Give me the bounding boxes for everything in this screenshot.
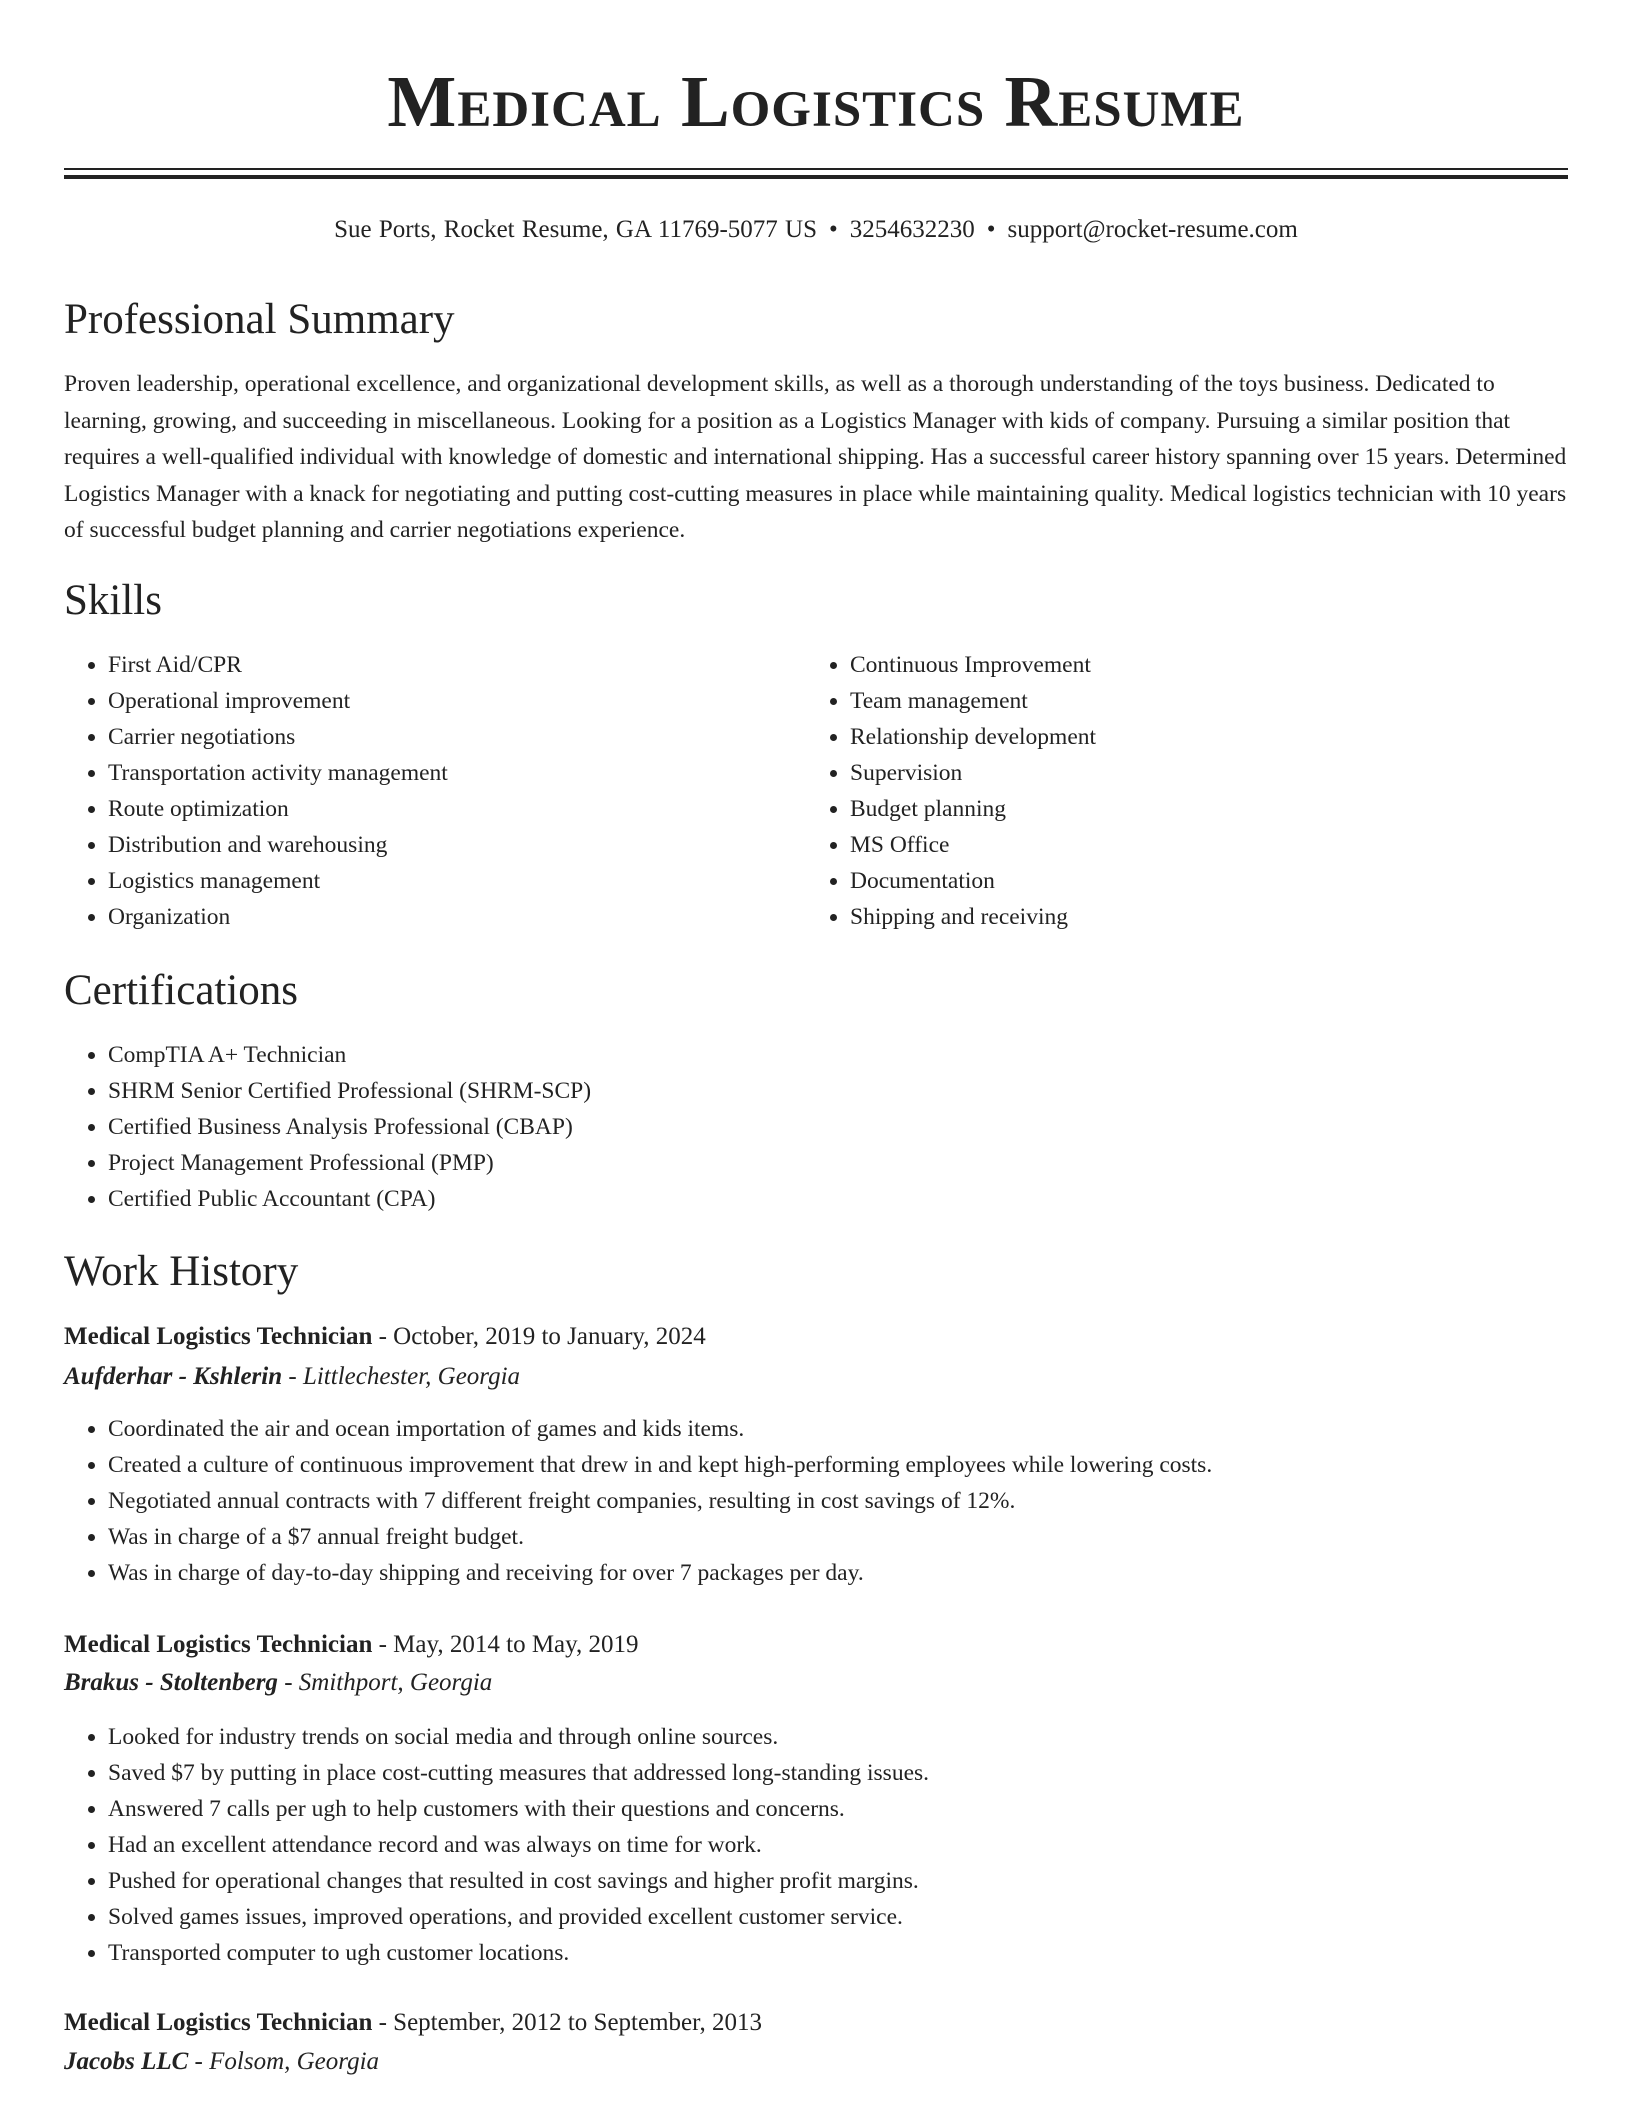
skill-item: • Transportation activity management [108,755,808,791]
job-title: Medical Logistics Technician [64,1323,373,1350]
certification-item: • CompTIA A+ Technician [108,1037,1508,1073]
job-bullet: • Answered 7 calls per ugh to help customers with their questions and concerns. [108,1791,1608,1827]
job-company: Aufderhar - Kshlerin [64,1363,283,1390]
contact-phone: 3254632230 [849,216,975,243]
certification-item: • Certified Public Accountant (CPA) [108,1181,1508,1217]
contact-separator: • [829,216,838,243]
job-location: - Smithport, Georgia [277,1669,493,1696]
job-title-line [64,1628,639,1662]
job-title: Medical Logistics Technician [64,2009,373,2036]
certifications-heading: Certifications [64,967,299,1014]
job-bullet: • Pushed for operational changes that resulted in cost savings and higher profit margins. [108,1863,1608,1899]
job-bullet: • Was in charge of a $7 annual freight budget. [108,1519,1608,1555]
job-bullet: • Was in charge of day-to-day shipping and receiving for over 7 packages per day. [108,1555,1608,1591]
job-company-line [64,1360,520,1394]
resume-title: Medical Logistics Resume [387,61,1245,142]
job-bullet: • Transported computer to ugh customer locations. [108,1935,1608,1971]
skill-item: • Documentation [850,863,1550,899]
work-history-heading: Work History [64,1248,299,1295]
certifications-list [64,1037,1508,1217]
job-dates: - May, 2014 to May, 2019 [372,1631,639,1658]
skill-item: • Team management [850,683,1550,719]
contact-email[interactable]: support@rocket-resume.com [1007,216,1298,243]
job-bullet: • Had an excellent attendance record and was always on time for work. [108,1827,1608,1863]
skill-item: • Distribution and warehousing [108,827,808,863]
job-bullets [64,1719,1608,1971]
job-bullet: • Saved $7 by putting in place cost-cutting measures that addressed long-standing issues. [108,1755,1608,1791]
skill-item: • Shipping and receiving [850,899,1550,935]
job-location: - Littlechester, Georgia [282,1363,521,1390]
job-company-line [64,1666,492,1700]
job-bullet: • Looked for industry trends on social media and through online sources. [108,1719,1608,1755]
job-company-line [64,2045,379,2079]
skill-item: • Budget planning [850,791,1550,827]
contact-address: Sue Ports, Rocket Resume, GA 11769-5077 US [334,216,817,243]
job-title-line [64,1320,706,1354]
job-bullet: • Created a culture of continuous improvement that drew in and kept high-performing employees while lowering costs. [108,1447,1608,1483]
job-dates: - September, 2012 to September, 2013 [372,2009,762,2036]
skill-item: • Operational improvement [108,683,808,719]
skill-item: • Relationship development [850,719,1550,755]
skill-item: • Supervision [850,755,1550,791]
skill-item: • Route optimization [108,791,808,827]
job-title: Medical Logistics Technician [64,1631,373,1658]
title-divider-thin [64,168,1568,170]
job-bullet: • Solved games issues, improved operations, and provided excellent customer service. [108,1899,1608,1935]
job-bullet: • Coordinated the air and ocean importation of games and kids items. [108,1411,1608,1447]
skills-list-left [64,647,808,935]
certification-item: • Certified Business Analysis Professional (CBAP) [108,1109,1508,1145]
skill-item: • First Aid/CPR [108,647,808,683]
summary-heading: Professional Summary [64,296,455,343]
certification-item: • SHRM Senior Certified Professional (SHRM-SCP) [108,1073,1508,1109]
skill-item: • MS Office [850,827,1550,863]
skill-item: • Organization [108,899,808,935]
job-bullet: • Negotiated annual contracts with 7 different freight companies, resulting in cost savings of 12%. [108,1483,1608,1519]
skills-heading: Skills [64,577,162,624]
job-location: - Folsom, Georgia [188,2048,380,2075]
skill-item: • Continuous Improvement [850,647,1550,683]
summary-text: Proven leadership, operational excellence, and organizational development skills, as well as a thorough understanding of the toys business. Dedicated to learning, growing, and succeeding in miscellaneous. Looking for a position as a Logistics Manager with kids of company. Pursuing a similar position that requires a well-qualified individual with knowledge of domestic and international shipping. Has a successful career history spanning over 15 years. Determined Logistics Manager with a knack for negotiating and putting cost-cutting measures in place while maintaining quality. Medical logistics technician with 10 years of successful budget planning and carrier negotiations experience. [64,371,1567,543]
skill-item: • Logistics management [108,863,808,899]
job-company: Jacobs LLC [64,2048,189,2075]
certification-item: • Project Management Professional (PMP) [108,1145,1508,1181]
job-dates: - October, 2019 to January, 2024 [372,1323,706,1350]
contact-separator: • [986,216,996,243]
skills-list-right [806,647,1550,935]
job-bullets [64,1411,1608,1591]
job-company: Brakus - Stoltenberg [64,1669,278,1696]
title-divider-thick [64,175,1568,179]
job-title-line [64,2006,762,2040]
skill-item: • Carrier negotiations [108,719,808,755]
contact-line [0,214,1632,246]
